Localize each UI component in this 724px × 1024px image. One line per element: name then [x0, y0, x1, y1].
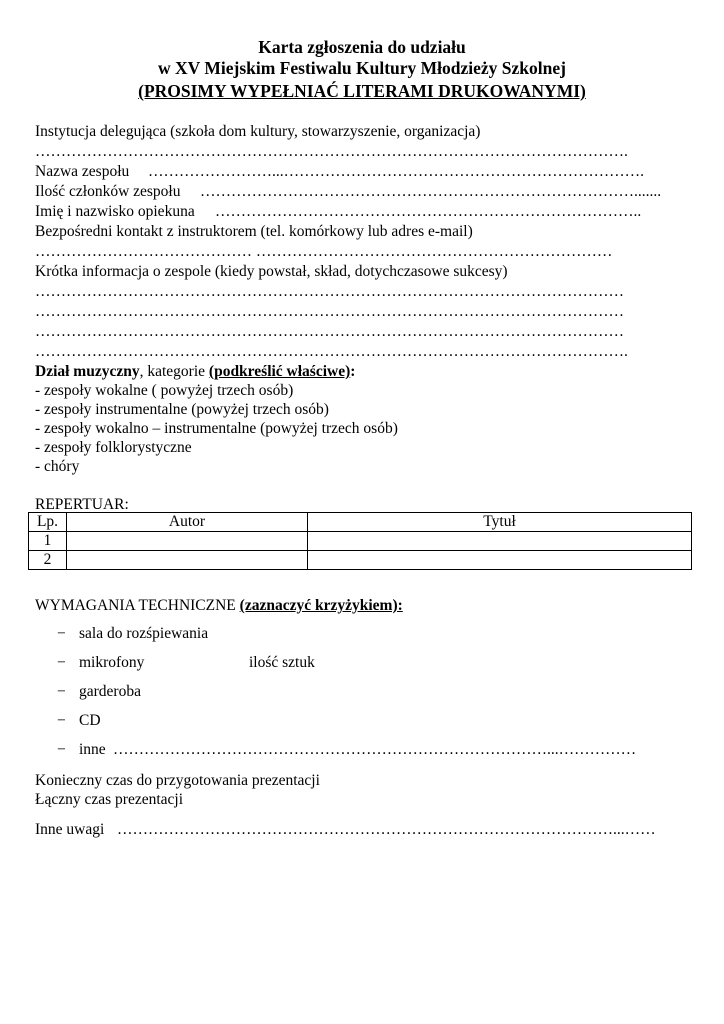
tech-item-microphones[interactable]: − mikrofony [57, 654, 145, 671]
header-number: Lp. [29, 513, 67, 532]
contact-field[interactable]: …………………………………… …………………………………………………………… [35, 243, 613, 260]
category-vocal[interactable]: - zespoły wokalne ( powyżej trzech osób) [35, 382, 294, 399]
notes-label: Inne uwagi [35, 821, 105, 838]
table-row [29, 532, 692, 551]
tech-item-cd[interactable]: − CD [57, 712, 101, 729]
table-header-row [29, 513, 692, 532]
print-instruction: (PROSIMY WYPEŁNIAĆ LITERAMI DRUKOWANYMI) [138, 81, 586, 101]
contact-label: Bezpośredni kontakt z instruktorem (tel. komórkowy lub adres e-mail) [35, 223, 473, 240]
dash-icon: − [57, 683, 66, 700]
tech-item-other[interactable]: − inne [57, 741, 106, 758]
total-time-label: Łączny czas prezentacji [35, 791, 184, 808]
technical-heading: WYMAGANIA TECHNICZNE (zaznaczyć krzyżykiem): [35, 597, 403, 614]
title-cell[interactable] [308, 551, 692, 570]
category-vocal-instrumental[interactable]: - zespoły wokalno – instrumentalne (powyżej trzech osób) [35, 420, 398, 437]
category-choirs[interactable]: - chóry [35, 458, 80, 475]
team-name-label: Nazwa zespołu [35, 163, 130, 180]
title-cell[interactable] [308, 532, 692, 551]
quantity-label: ilość sztuk [249, 654, 315, 671]
dash-icon: − [57, 712, 66, 729]
guardian-field[interactable]: ……………………………………………………………………….. [215, 203, 642, 220]
other-field[interactable]: …………………………………………………………………………...…………… [113, 741, 637, 758]
team-name-field[interactable]: ……………………...……………………………………………………………. [148, 163, 644, 180]
festival-name: w XV Miejskim Festiwalu Kultury Młodzieży Szkolnej [158, 58, 566, 78]
tech-item-warmup-room[interactable]: − sala do rozśpiewania [57, 625, 209, 642]
row-number: 2 [29, 551, 67, 570]
tech-item-dressing-room[interactable]: − garderoba [57, 683, 141, 700]
institution-field[interactable]: ……………………………………………………………………………………………………. [35, 143, 628, 160]
team-info-line-1[interactable]: …………………………………………………………………………………………………… [35, 283, 624, 300]
form-title: Karta zgłoszenia do udziału [258, 37, 466, 57]
header-author: Autor [67, 513, 308, 532]
members-field[interactable]: …………………………………………………………………………....... [200, 183, 662, 200]
repertoire-label: REPERTUAR: [35, 496, 129, 513]
team-info-line-2[interactable]: …………………………………………………………………………………………………… [35, 303, 624, 320]
notes-field[interactable]: ……………………………………………………………………………………...…… [117, 821, 656, 838]
dash-icon: − [57, 654, 66, 671]
dash-icon: − [57, 625, 66, 642]
team-info-line-4[interactable]: ……………………………………………………………………………………………………. [35, 343, 628, 360]
author-cell[interactable] [67, 532, 308, 551]
category-instrumental[interactable]: - zespoły instrumentalne (powyżej trzech osób) [35, 401, 329, 418]
repertoire-table [28, 512, 692, 570]
institution-label: Instytucja delegująca (szkoła dom kultury, stowarzyszenie, organizacja) [35, 123, 481, 140]
music-section-heading: Dział muzyczny, kategorie (podkreślić właściwe): [35, 363, 356, 380]
members-label: Ilość członków zespołu [35, 183, 181, 200]
table-row [29, 551, 692, 570]
row-number: 1 [29, 532, 67, 551]
guardian-label: Imię i nazwisko opiekuna [35, 203, 195, 220]
author-cell[interactable] [67, 551, 308, 570]
header-title: Tytuł [308, 513, 692, 532]
dash-icon: − [57, 741, 66, 758]
prep-time-label: Konieczny czas do przygotowania prezentacji [35, 772, 320, 789]
team-info-label: Krótka informacja o zespole (kiedy powstał, skład, dotychczasowe sukcesy) [35, 263, 508, 280]
category-folk[interactable]: - zespoły folklorystyczne [35, 439, 192, 456]
team-info-line-3[interactable]: …………………………………………………………………………………………………… [35, 323, 624, 340]
